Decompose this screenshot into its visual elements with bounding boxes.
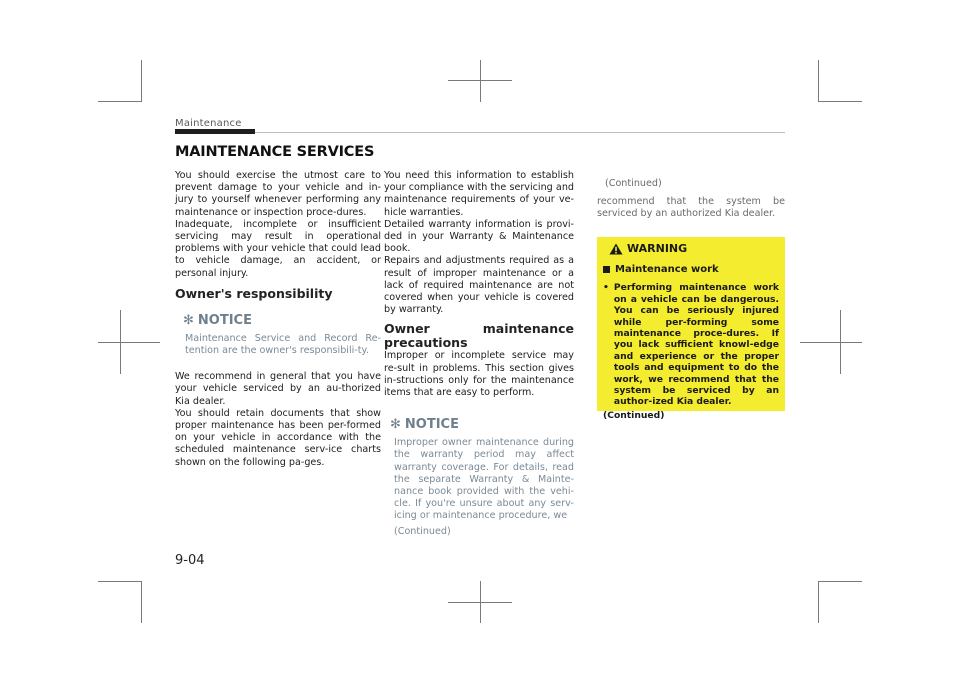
continued-label: (Continued) <box>394 525 451 537</box>
column-2 <box>384 170 574 538</box>
continued-label: (Continued) <box>605 178 662 189</box>
paragraph: Detailed warranty information is provi-ded in your Warranty & Maintenance book. <box>384 218 574 255</box>
crop-mark <box>141 60 142 102</box>
section-heading: Owner maintenance precautions <box>384 321 574 351</box>
column-3 <box>597 178 785 221</box>
paragraph: You should exercise the utmost care to prevent damage to your vehicle and in-jury to yourself whenever performing any maintenance or inspection proce-dures. <box>175 170 381 218</box>
warning-box <box>597 237 785 421</box>
paragraph: You should retain documents that show proper maintenance has been per-formed on your vehicle in accordance with the scheduled maintenance serv-ice charts shown on the following pa-ges. <box>175 407 381 468</box>
paragraph: recommend that the system be serviced by an authorized Kia dealer. <box>597 196 785 220</box>
crop-mark <box>120 310 121 374</box>
notice-block <box>384 417 574 538</box>
section-heading: Owner's responsibility <box>175 285 333 301</box>
notice-label: NOTICE <box>404 417 459 433</box>
crop-mark <box>840 310 841 374</box>
square-bullet-icon <box>603 266 610 273</box>
paragraph: You need this information to establish your compliance with the servicing and maintenance requirements of your ve-hicle warranties. <box>384 170 574 218</box>
continued-label: (Continued) <box>603 409 665 421</box>
notice-block <box>175 313 381 357</box>
notice-text: Maintenance Service and Record Re-tention are the owner's responsibili-ty. <box>185 332 381 357</box>
warning-subheading: Maintenance work <box>615 264 719 275</box>
paragraph: Improper or incomplete service may re-sult in problems. This section gives in-structions only for the maintenance items that are easy to perform. <box>384 350 574 399</box>
paragraph: We recommend in general that you have your vehicle serviced by an au-thorized Kia dealer. <box>175 371 381 407</box>
crop-mark <box>818 60 819 102</box>
crop-mark <box>448 80 512 81</box>
warning-bullet-text: Performing maintenance work on a vehicle can be dangerous. You can be seriously injured while per-forming some maintenance proce-dures. If you lack sufficient knowl-edge and experience or the proper tools and equipment to do the work, we recommend that the system be serviced by an author-ized Kia dealer. <box>613 282 779 408</box>
paragraph: Repairs and adjustments required as a result of improper maintenance or a lack of required maintenance are not covered when your vehicle is covered by warranty. <box>384 255 574 316</box>
bullet-icon: • <box>603 282 609 294</box>
header-rule <box>255 132 785 133</box>
section-label: Maintenance <box>175 118 242 129</box>
crop-mark <box>98 581 142 582</box>
crop-mark <box>818 101 862 102</box>
notice-text: Improper owner maintenance during the warranty period may affect warranty coverage. For details, read the separate Warranty & Mainte-nance book provided with the vehi-cle. If you're unsure about any serv-icing or maintenance procedure, we <box>394 437 574 522</box>
paragraph: Inadequate, incomplete or insufficient servicing may result in operational problems with your vehicle that could lead to vehicle damage, an accident, or personal injury. <box>175 218 381 279</box>
notice-label: NOTICE <box>197 312 252 328</box>
crop-mark <box>480 60 481 102</box>
warning-triangle-icon <box>609 243 623 255</box>
crop-mark <box>141 581 142 623</box>
crop-mark <box>800 342 862 343</box>
crop-mark <box>448 602 512 603</box>
crop-mark <box>818 581 862 582</box>
crop-mark <box>98 342 160 343</box>
crop-mark <box>818 581 819 623</box>
column-1 <box>175 170 381 469</box>
warning-label: WARNING <box>627 242 688 256</box>
header-bar <box>175 129 255 134</box>
notice-icon: ✻ <box>390 417 401 433</box>
crop-mark <box>98 101 142 102</box>
page-number: 9-04 <box>175 553 205 568</box>
page-title: MAINTENANCE SERVICES <box>175 144 375 160</box>
notice-icon: ✻ <box>183 312 194 328</box>
